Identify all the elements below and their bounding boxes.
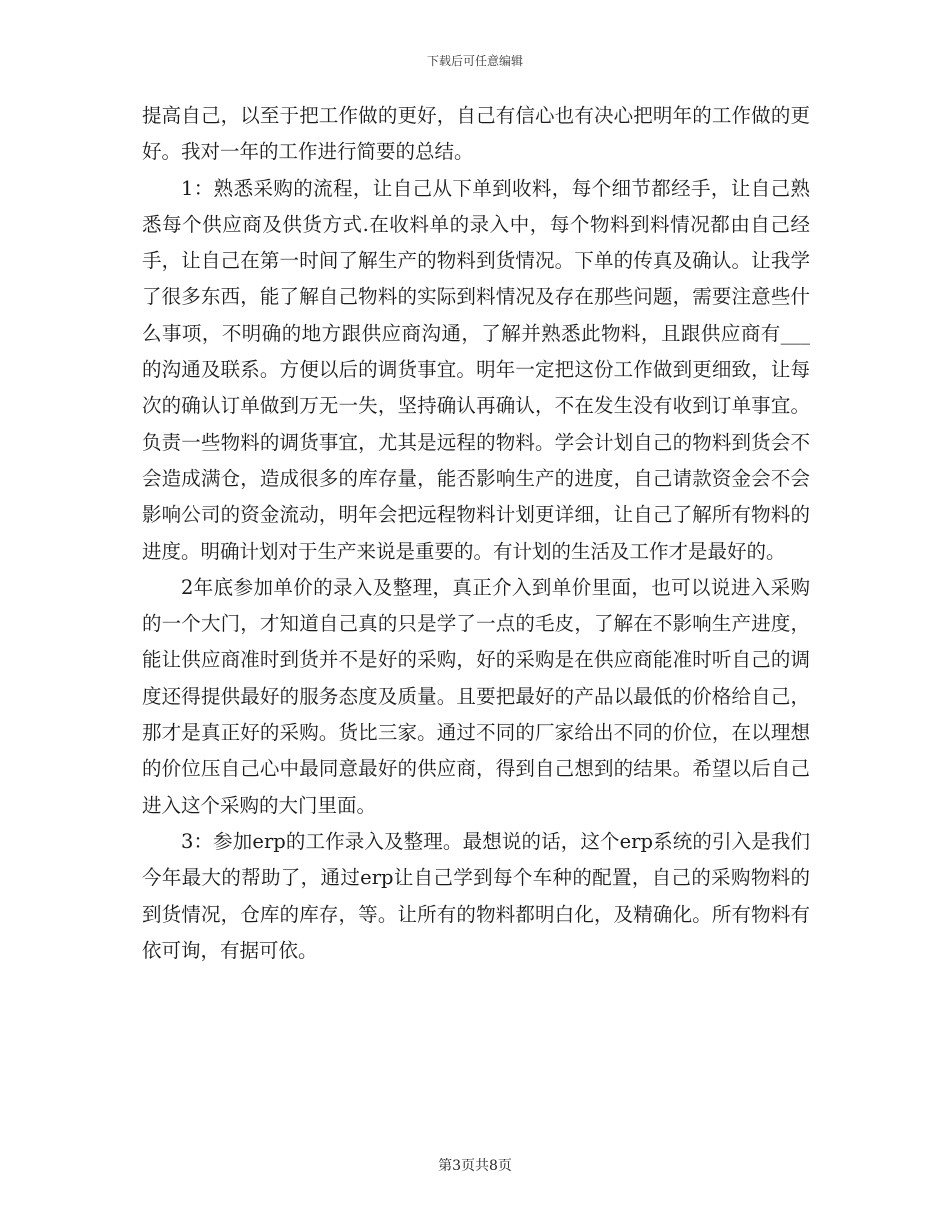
paragraph-item-2: 2年底参加单价的录入及整理，真正介入到单价里面，也可以说进入采购的一个大门，才知道自己真的只是学了一点的毛皮，了解在不影响生产进度，能让供应商准时到货并不是好的采购，好的采购是在供应商能准时听自己的调度还得提供最好的服务态度及质量。且要把最好的产品以最低的价格给自己，那才是真正好的采购。货比三家。通过不同的厂家给出不同的价位，在以理想的价位压自己心中最同意最好的供应商，得到自己想到的结果。希望以后自己进入这个采购的大门里面。 (142, 575, 810, 817)
page-header: 下载后可任意编辑 (426, 54, 523, 68)
document-body (142, 98, 810, 969)
paragraph-item-3: 3：参加erp的工作录入及整理。最想说的话，这个erp系统的引入是我们今年最大的帮助了，通过erp让自己学到每个车种的配置，自己的采购物料的到货情况，仓库的库存，等。让所有的物料都明白化，及精确化。所有物料有依可询，有据可依。 (142, 829, 810, 962)
paragraph-item-1: 1：熟悉采购的流程，让自己从下单到收料，每个细节都经手，让自己熟悉每个供应商及供货方式.在收料单的录入中，每个物料到料情况都由自己经手，让自己在第一时间了解生产的物料到货情况。下单的传真及确认。让我学了很多东西，能了解自己物料的实际到料情况及存在那些问题，需要注意些什么事项，不明确的地方跟供应商沟通，了解并熟悉此物料，且跟供应商有___的沟通及联系。方便以后的调货事宜。明年一定把这份工作做到更细致，让每次的确认订单做到万无一失，坚持确认再确认，不在发生没有收到订单事宜。负责一些物料的调货事宜，尤其是远程的物料。学会计划自己的物料到货会不会造成满仓，造成很多的库存量，能否影响生产的进度，自己请款资金会不会影响公司的资金流动，明年会把远程物料计划更详细，让自己了解所有物料的进度。明确计划对于生产来说是重要的。有计划的生活及工作才是最好的。 (142, 176, 810, 563)
paragraph-intro: 提高自己，以至于把工作做的更好，自己有信心也有决心把明年的工作做的更好。我对一年的工作进行简要的总结。 (142, 104, 810, 164)
page-footer: 第3页共8页 (438, 1158, 512, 1174)
